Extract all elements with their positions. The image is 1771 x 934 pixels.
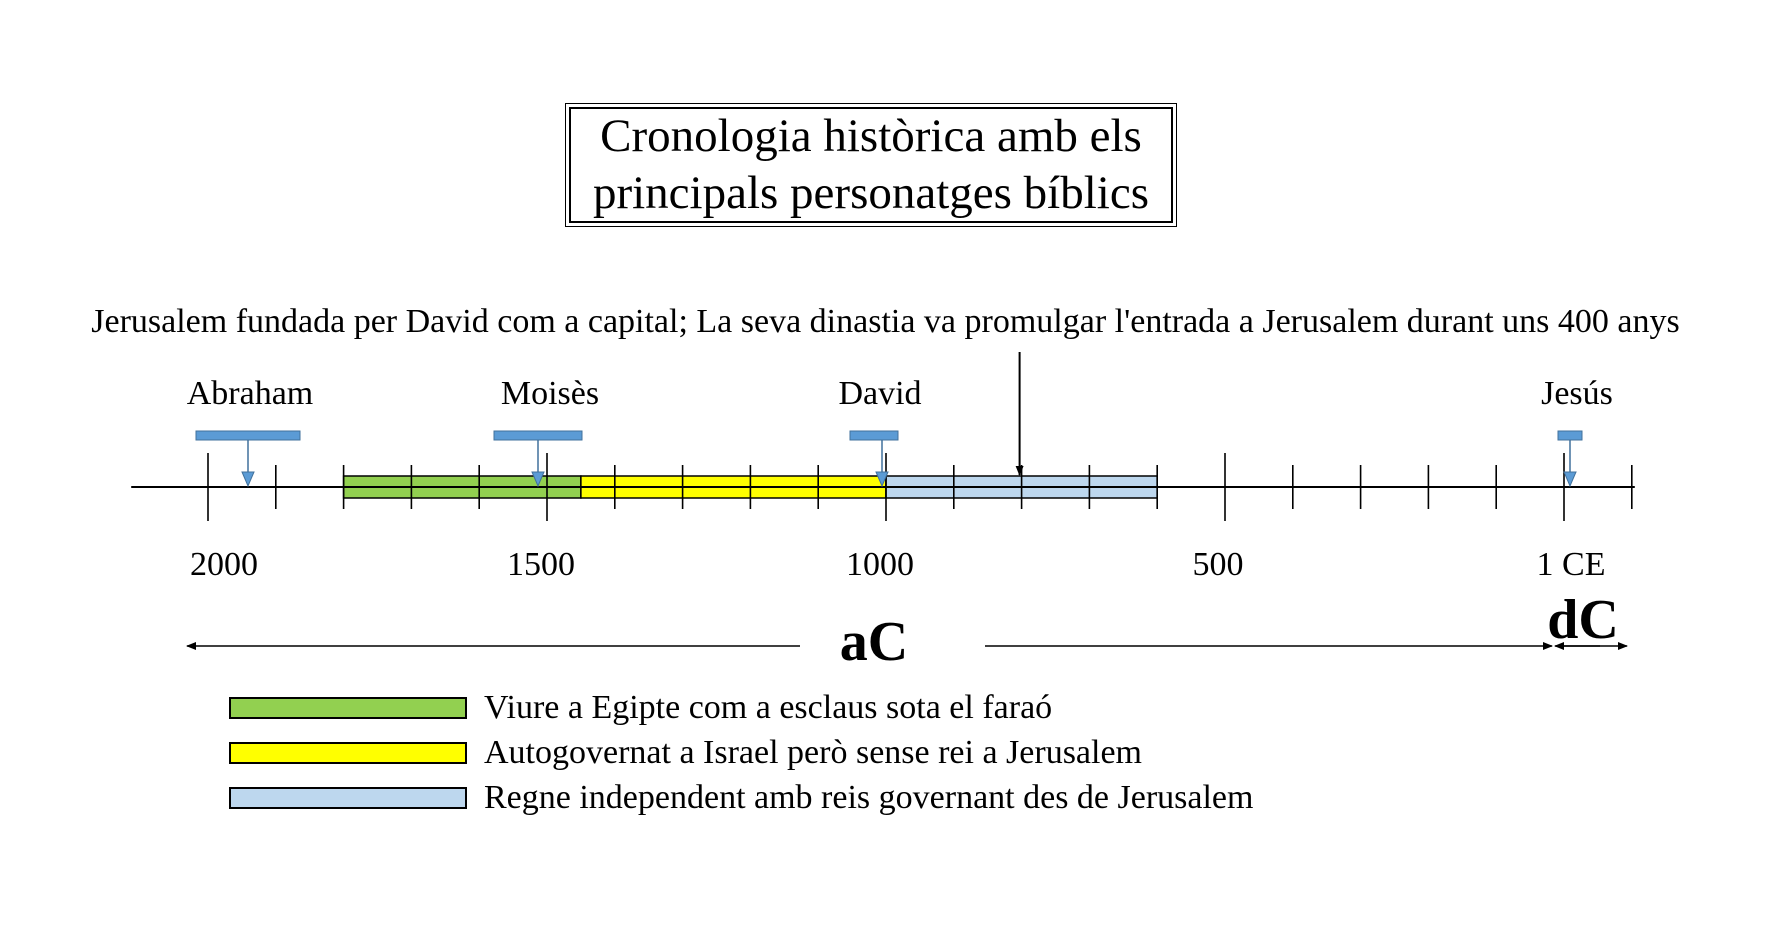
person-label-david: David [838, 375, 922, 412]
era-label-bc: aC [839, 611, 909, 673]
legend-label-kingdom: Regne independent amb reis governant des de Jerusalem [484, 779, 1254, 816]
jerusalem-annotation: Jerusalem fundada per David com a capital; La seva dinastia va promulgar l'entrada a Jerusalem durant uns 400 anys [91, 303, 1680, 340]
person-label-jesus: Jesús [1541, 375, 1613, 412]
legend-swatch-egypt [229, 697, 467, 719]
legend-label-self-governed: Autogovernat a Israel però sense rei a Jerusalem [484, 734, 1143, 771]
person-marker-3 [1558, 431, 1582, 486]
year-label-1000: 1000 [846, 546, 914, 583]
legend-item-self-governed [229, 733, 1142, 773]
legend-swatch-kingdom [229, 787, 467, 809]
person-marker-bar-1 [494, 431, 582, 440]
legend-item-kingdom [229, 778, 1253, 818]
diagram-title: Cronologia històrica amb els principals personatges bíblics [592, 110, 1150, 219]
person-marker-arrow-3 [1564, 472, 1576, 486]
legend-label-egypt: Viure a Egipte com a esclaus sota el faraó [484, 689, 1053, 726]
person-label-abraham: Abraham [186, 375, 314, 412]
legend-item-egypt [229, 688, 1052, 728]
person-marker-bar-0 [196, 431, 300, 440]
person-marker-bar-3 [1558, 431, 1582, 440]
year-label-2000: 2000 [190, 546, 258, 583]
legend-swatch-self-governed [229, 742, 467, 764]
person-marker-arrow-0 [242, 472, 254, 486]
year-label-1ce: 1 CE [1536, 546, 1606, 583]
year-label-1500: 1500 [507, 546, 575, 583]
person-marker-bar-2 [850, 431, 898, 440]
person-label-moises: Moisès [500, 375, 600, 412]
person-marker-0 [196, 431, 300, 486]
era-label-ad: dC [1547, 589, 1619, 651]
year-label-500: 500 [1192, 546, 1244, 583]
